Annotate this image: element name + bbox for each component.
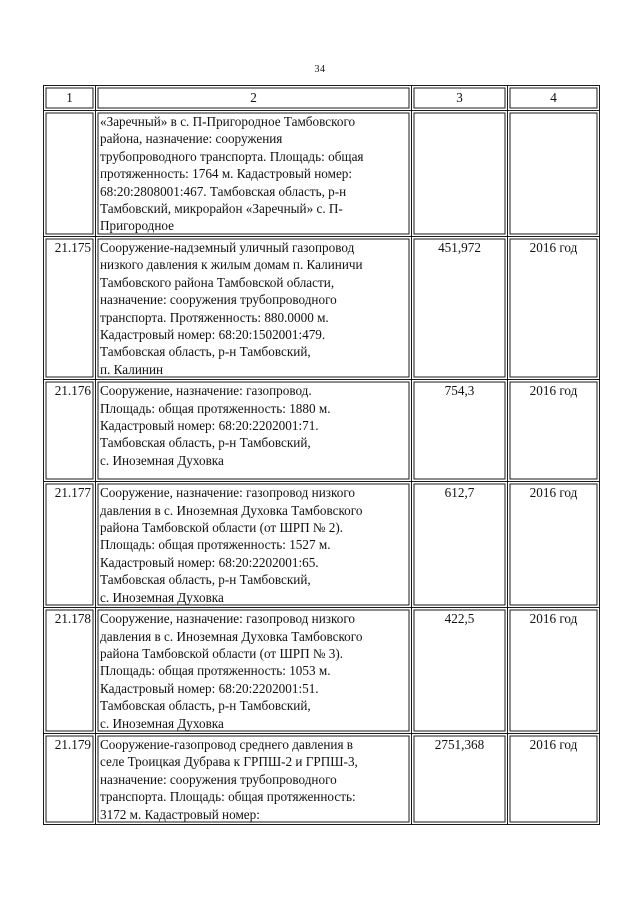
row-year: 2016 год — [508, 482, 600, 608]
row-description: Сооружение-надземный уличный газопровод низкого давления к жилым домам п. Калиничи Тамбовского района Тамбовской области, назначение: сооружения трубопроводного транспорта. Протяженность: 880.0000 м. Кадастровый номер: 68:20:1502001:479. Тамбовская область, р-н Тамбовский, п. Калинин — [96, 237, 412, 380]
page-number: 34 — [314, 64, 326, 75]
table-row — [44, 608, 600, 734]
row-cost — [412, 111, 508, 237]
row-number — [44, 111, 96, 237]
row-description: Сооружение-газопровод среднего давления в селе Троицкая Дубрава к ГРПШ-2 и ГРПШ-3, назначение: сооружения трубопроводного транспорта. Площадь: общая протяженность: 3172 м. Кадастровый номер: — [96, 733, 412, 824]
row-cost: 612,7 — [412, 482, 508, 608]
row-description: Сооружение, назначение: газопровод низкого давления в с. Иноземная Духовка Тамбовского района Тамбовской области (от ШРП № 3). Площадь: общая протяженность: 1053 м. Кадастровый номер: 68:20:2202001:51. Тамбовская область, р-н Тамбовский, с. Иноземная Духовка — [96, 608, 412, 734]
table-row — [44, 482, 600, 608]
row-number: 21.175 — [44, 237, 96, 380]
row-cost: 2751,368 — [412, 733, 508, 824]
row-description: «Заречный» в с. П-Пригородное Тамбовского района, назначение: сооружения трубопроводного транспорта. Площадь: общая протяженность: 1764 м. Кадастровый номер: 68:20:2808001:467. Тамбовская область, р-н Тамбовский, микрорайон «Заречный» с. П- Пригородное — [96, 111, 412, 237]
table-header-row — [44, 86, 600, 111]
column-header-description: 2 — [96, 86, 412, 111]
row-cost: 754,3 — [412, 380, 508, 482]
row-cost: 451,972 — [412, 237, 508, 380]
row-description: Сооружение, назначение: газопровод. Площадь: общая протяженность: 1880 м. Кадастровый номер: 68:20:2202001:71. Тамбовская область, р-н Тамбовский, с. Иноземная Духовка — [96, 380, 412, 482]
property-registry-table — [43, 85, 600, 825]
row-number: 21.178 — [44, 608, 96, 734]
row-cost: 422,5 — [412, 608, 508, 734]
row-year: 2016 год — [508, 380, 600, 482]
table-row — [44, 237, 600, 380]
row-number: 21.177 — [44, 482, 96, 608]
row-description: Сооружение, назначение: газопровод низкого давления в с. Иноземная Духовка Тамбовского района Тамбовской области (от ШРП № 2). Площадь: общая протяженность: 1527 м. Кадастровый номер: 68:20:2202001:65. Тамбовская область, р-н Тамбовский, с. Иноземная Духовка — [96, 482, 412, 608]
row-year: 2016 год — [508, 608, 600, 734]
column-header-year: 4 — [508, 86, 600, 111]
row-year: 2016 год — [508, 733, 600, 824]
column-header-number: 1 — [44, 86, 96, 111]
table-row — [44, 380, 600, 482]
row-number: 21.179 — [44, 733, 96, 824]
row-number: 21.176 — [44, 380, 96, 482]
column-header-cost: 3 — [412, 86, 508, 111]
row-year: 2016 год — [508, 237, 600, 380]
table-row — [44, 111, 600, 237]
row-year — [508, 111, 600, 237]
table-row — [44, 733, 600, 824]
